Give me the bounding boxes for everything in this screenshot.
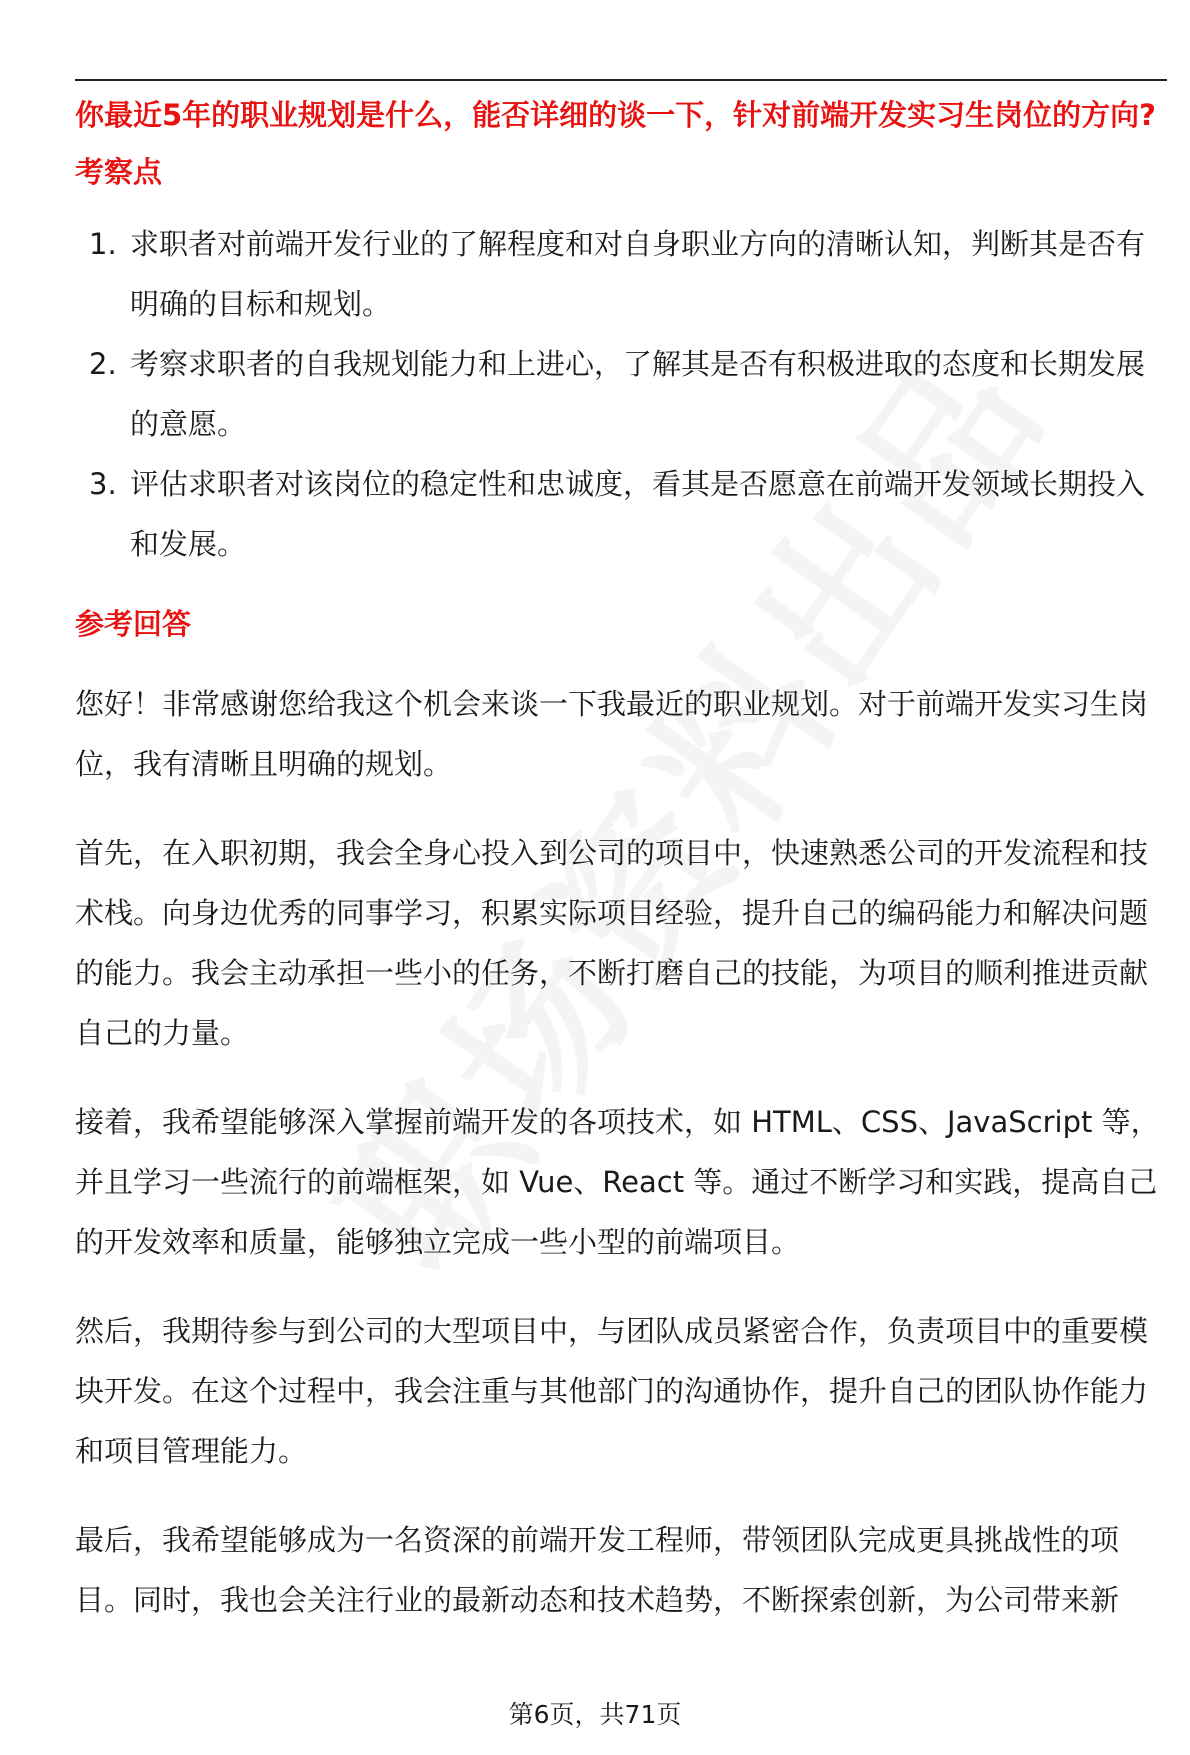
list-item-text: 求职者对前端开发行业的了解程度和对自身职业方向的清晰认知，判断其是否有明确的目标和规划。 bbox=[130, 227, 1146, 321]
list-item bbox=[75, 214, 1167, 334]
page-content bbox=[75, 96, 1167, 1630]
answer-paragraph: 最后，我希望能够成为一名资深的前端开发工程师，带领团队完成更具挑战性的项目。同时，我也会关注行业的最新动态和技术趋势，不断探索创新，为公司带来新 bbox=[75, 1523, 1120, 1617]
list-item-number: 3. bbox=[89, 467, 117, 501]
list-item-text: 评估求职者对该岗位的稳定性和忠诚度，看其是否愿意在前端开发领域长期投入和发展。 bbox=[130, 467, 1146, 561]
list-item-text: 考察求职者的自我规划能力和上进心，了解其是否有积极进取的态度和长期发展的意愿。 bbox=[130, 347, 1146, 441]
answer-paragraph: 您好！非常感谢您给我这个机会来谈一下我最近的职业规划。对于前端开发实习生岗位，我有清晰且明确的规划。 bbox=[75, 687, 1149, 781]
list-item-number: 1. bbox=[89, 227, 117, 261]
points-heading: 考察点 bbox=[75, 155, 163, 189]
list-item bbox=[75, 334, 1167, 454]
answer-paragraph: 然后，我期待参与到公司的大型项目中，与团队成员紧密合作，负责项目中的重要模块开发。在这个过程中，我会注重与其他部门的沟通协作，提升自己的团队协作能力和项目管理能力。 bbox=[75, 1314, 1149, 1468]
top-divider bbox=[75, 79, 1167, 81]
answer-paragraph: 首先，在入职初期，我会全身心投入到公司的项目中，快速熟悉公司的开发流程和技术栈。向身边优秀的同事学习，积累实际项目经验，提升自己的编码能力和解决问题的能力。我会主动承担一些小的任务，不断打磨自己的技能，为项目的顺利推进贡献自己的力量。 bbox=[75, 836, 1149, 1050]
question-title: 你最近5年的职业规划是什么，能否详细的谈一下，针对前端开发实习生岗位的方向? bbox=[75, 98, 1157, 132]
list-item bbox=[75, 454, 1167, 574]
list-item-number: 2. bbox=[89, 347, 117, 381]
answer-heading: 参考回答 bbox=[75, 607, 192, 641]
answer-paragraph: 接着，我希望能够深入掌握前端开发的各项技术，如 HTML、CSS、JavaScript 等，并且学习一些流行的前端框架，如 Vue、React 等。通过不断学习和实践，提高自己的开发效率和质量，能够独立完成一些小型的前端项目。 bbox=[75, 1105, 1160, 1259]
page-number: 第6页，共71页 bbox=[508, 1700, 682, 1729]
points-list bbox=[75, 214, 1167, 574]
